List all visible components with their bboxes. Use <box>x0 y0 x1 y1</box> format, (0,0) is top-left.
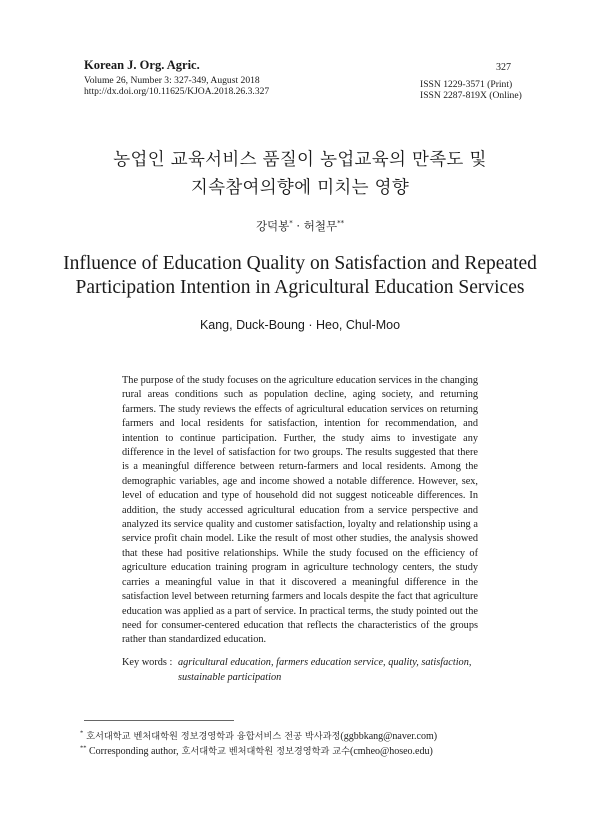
footnote-2-prefix: Corresponding author, <box>86 746 179 757</box>
author-separator: · <box>292 219 304 233</box>
abstract-text: The purpose of the study focuses on the agriculture education services in the changing rural areas conditions such as population decline, aging society, and returning farmers. The study reviews the effects of agricultural education services on returning farmers and local residents for satisfaction, intention for recommendation, and intention to continue participation. Further, the study aims to investigate any difference in the level of satisfaction for two groups. The results suggested that there is a meaningful difference between return-farmers and local residents. Among the demographic variables, age and income showed a notable difference. However, sex, level of education and type of household did not suggest noticeable differences. In addition, the study accessed agricultural education from a service perspective and analyzed its service quality and customer satisfaction, loyalty and relationship using a service profit chain model. Like the result of most other studies, the analysis showed that these had positive relationships. While the study focused on the efficiency of agriculture education training program in agriculture technology centers, the study carries a meaningful value in that it discovered a meaningful difference in the satisfaction level between returning farmers and locals despite the fact that agriculture education was applied as a part of service. In practical terms, the study pointed out the need for consumer-centered education that reflects the characteristics of the groups rather than standardized education. <box>122 375 478 646</box>
authors-korean <box>0 218 600 234</box>
author-mark-1: * <box>289 219 293 228</box>
footnote-1 <box>80 729 520 744</box>
author-heo-ko: 허철무 <box>303 219 338 233</box>
title-english-line1: Influence of Education Quality on Satisfaction and Repeated <box>63 253 537 274</box>
footnote-2-affiliation: 호서대학교 벤처대학원 정보경영학과 교수 <box>178 746 351 757</box>
volume-line: Volume 26, Number 3: 327-349, August 2018 <box>84 75 260 86</box>
keywords <box>122 655 482 685</box>
keywords-label: Key words : <box>122 657 173 668</box>
journal-name: Korean J. Org. Agric. <box>84 58 200 72</box>
title-english <box>0 252 600 300</box>
authors-english: Kang, Duck-Boung · Heo, Chul-Moo <box>199 318 401 332</box>
footnote-1-mark: * <box>80 729 84 737</box>
footnote-divider <box>84 720 234 721</box>
footnote-2-email[interactable]: (cmheo@hoseo.edu) <box>350 746 433 757</box>
footnote-2-mark: ** <box>80 744 87 752</box>
title-english-line2: Participation Intention in Agricultural Education Services <box>75 277 525 298</box>
title-korean <box>0 146 600 202</box>
keywords-text: agricultural education, farmers education service, quality, satisfaction, sustainable participation <box>178 657 472 683</box>
footnote-2 <box>80 744 520 759</box>
footnote-1-affiliation: 호서대학교 벤처대학원 정보경영학과 융합서비스 전공 박사과정 <box>83 731 341 742</box>
doi-link[interactable]: http://dx.doi.org/10.11625/KJOA.2018.26.3.327 <box>84 86 270 97</box>
journal-header <box>84 58 269 97</box>
issn-block <box>420 79 522 101</box>
title-korean-line2: 지속참여의향에 미치는 영향 <box>190 178 410 198</box>
footnotes <box>80 729 520 759</box>
author-mark-2: ** <box>337 219 345 228</box>
issn-print: ISSN 1229-3571 (Print) <box>420 79 513 90</box>
issn-online: ISSN 2287-819X (Online) <box>420 90 522 101</box>
author-kang-ko: 강덕봉 <box>255 219 290 233</box>
page-number: 327 <box>496 62 511 73</box>
footnote-1-email[interactable]: (ggbbkang@naver.com) <box>340 731 438 742</box>
title-korean-line1: 농업인 교육서비스 품질이 농업교육의 만족도 및 <box>113 150 487 170</box>
